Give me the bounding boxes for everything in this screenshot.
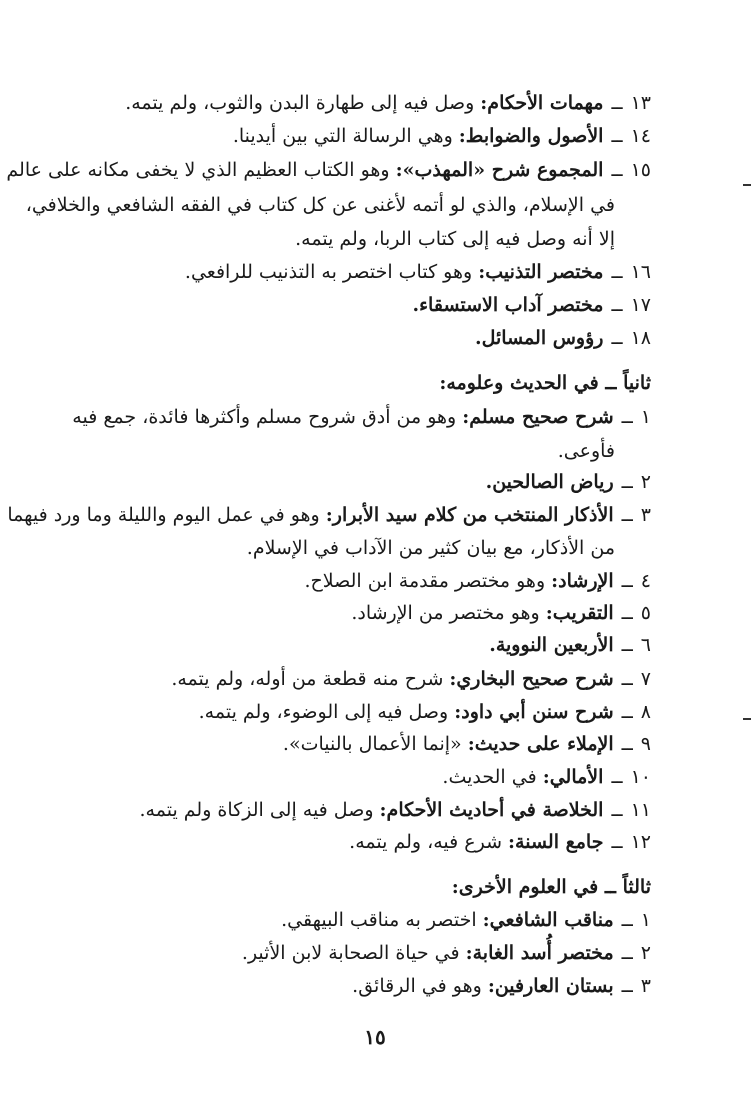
item-line: ١٤ــالأصول والضوابط: وهي الرسالة التي بين أيدينا.	[232, 125, 651, 147]
continuation-line: إلا أنه وصل فيه إلى كتاب الربا، ولم يتمه.	[295, 228, 615, 250]
item-line: ١٥ــالمجموع شرح «المهذب»: وهو الكتاب العظيم الذي لا يخفى مكانه على عالم	[6, 159, 651, 181]
item-line: ١٢ــجامع السنة: شرع فيه، ولم يتمه.	[349, 831, 651, 853]
item-line: ٥ــالتقريب: وهو مختصر من الإرشاد.	[351, 602, 651, 624]
item-line: ١ــشرح صحيح مسلم: وهو من أدق شروح مسلم وأكثرها فائدة، جمع فيه	[72, 406, 651, 428]
item-line: ٢ــمختصر أُسد الغابة: في حياة الصحابة لابن الأثير.	[241, 942, 651, 964]
item-line: ١٠ــالأمالي: في الحديث.	[442, 766, 651, 788]
item-line: ٨ــشرح سنن أبي داود: وصل فيه إلى الوضوء، ولم يتمه.	[198, 701, 651, 723]
section-heading: ثانياً ــ في الحديث وعلومه:	[439, 372, 651, 394]
item-line: ٧ــشرح صحيح البخاري: شرح منه قطعة من أوله، ولم يتمه.	[171, 668, 651, 690]
item-line: ٦ــالأربعين النووية.	[489, 634, 651, 656]
section-heading: ثالثاً ــ في العلوم الأخرى:	[451, 876, 651, 898]
item-line: ١٦ــمختصر التذنيب: وهو كتاب اختصر به التذنيب للرافعي.	[184, 261, 651, 283]
item-line: ١٨ــرؤوس المسائل.	[475, 327, 651, 349]
continuation-line: في الإسلام، والذي لو أتمه لأغنى عن كل كتاب في الفقه الشافعي والخلافي،	[25, 194, 615, 216]
item-line: ٩ــالإملاء على حديث: «إنما الأعمال بالنيات».	[282, 733, 651, 755]
item-line: ١٧ــمختصر آداب الاستسقاء.	[412, 294, 651, 316]
item-line: ٢ــرياض الصالحين.	[485, 471, 651, 493]
page-number: ١٥	[364, 1025, 386, 1049]
continuation-line: من الأذكار، مع بيان كثير من الآداب في الإسلام.	[246, 537, 615, 559]
item-line: ١٣ــمهمات الأحكام: وصل فيه إلى طهارة البدن والثوب، ولم يتمه.	[125, 92, 651, 114]
item-line: ١ــمناقب الشافعي: اختصر به مناقب البيهقي.	[281, 909, 651, 931]
continuation-line: فأوعى.	[557, 440, 615, 462]
margin-mark	[743, 184, 751, 186]
margin-mark	[743, 718, 751, 720]
item-line: ٤ــالإرشاد: وهو مختصر مقدمة ابن الصلاح.	[304, 570, 651, 592]
item-line: ٣ــبستان العارفين: وهو في الرقائق.	[352, 975, 651, 997]
item-line: ١١ــالخلاصة في أحاديث الأحكام: وصل فيه إلى الزكاة ولم يتمه.	[139, 799, 651, 821]
item-line: ٣ــالأذكار المنتخب من كلام سيد الأبرار: وهو في عمل اليوم والليلة وما ورد فيهما	[7, 504, 651, 526]
